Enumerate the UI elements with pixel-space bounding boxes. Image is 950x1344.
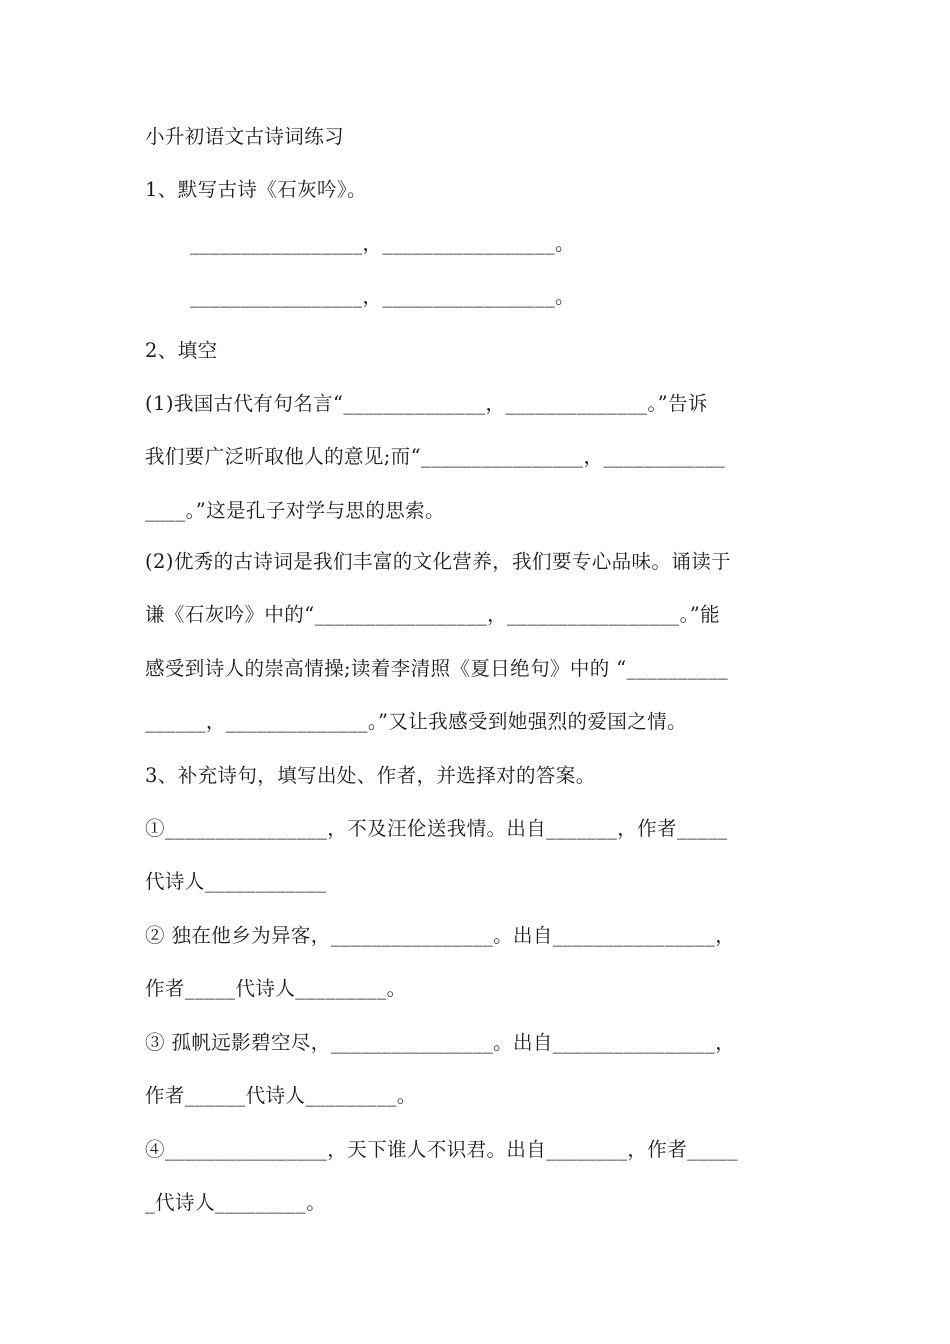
answer-line: _________________，_________________。 [190, 285, 575, 308]
question-text-line: 代诗人____________ [145, 870, 327, 893]
question-2-heading: 2、填空 [145, 339, 218, 362]
question-text-line: (1)我国古代有句名言“______________，______________。”告诉 [145, 392, 708, 415]
question-text-line: 作者_____代诗人_________。 [145, 977, 407, 1000]
question-text-line: ______，______________。”又让我感受到她强烈的爱国之情。 [145, 710, 687, 733]
question-text-line: _代诗人_________。 [145, 1191, 327, 1214]
question-text-line: ①________________，不及汪伦送我情。出自_______，作者_____ [145, 817, 728, 840]
question-text-line: ____。”这是孔子对学与思的思索。 [145, 499, 445, 522]
question-text-line: ④________________，天下谁人不识君。出自________，作者_____ [145, 1138, 738, 1161]
question-text-line: ③ 孤帆远影碧空尽，________________。出自________________， [145, 1031, 736, 1054]
question-text-line: 谦《石灰吟》中的“_________________，_________________。”能 [145, 603, 720, 626]
question-3-heading: 3、补充诗句，填写出处、作者，并选择对的答案。 [145, 764, 596, 787]
question-1-prompt: 1、默写古诗《石灰吟》。 [145, 178, 367, 201]
question-text-line: ② 独在他乡为异客，________________。出自________________， [145, 924, 736, 947]
question-text-line: 作者______代诗人_________。 [145, 1084, 417, 1107]
answer-line: _________________，_________________。 [190, 232, 575, 255]
question-text-line: (2)优秀的古诗词是我们丰富的文化营养，我们要专心品味。诵读于 [145, 550, 732, 573]
question-text-line: 我们要广泛听取他人的意见;而“________________，____________ [145, 445, 726, 468]
page-title: 小升初语文古诗词练习 [145, 125, 345, 148]
question-text-line: 感受到诗人的崇高情操;读着李清照《夏日绝句》中的 “__________ [145, 657, 729, 680]
